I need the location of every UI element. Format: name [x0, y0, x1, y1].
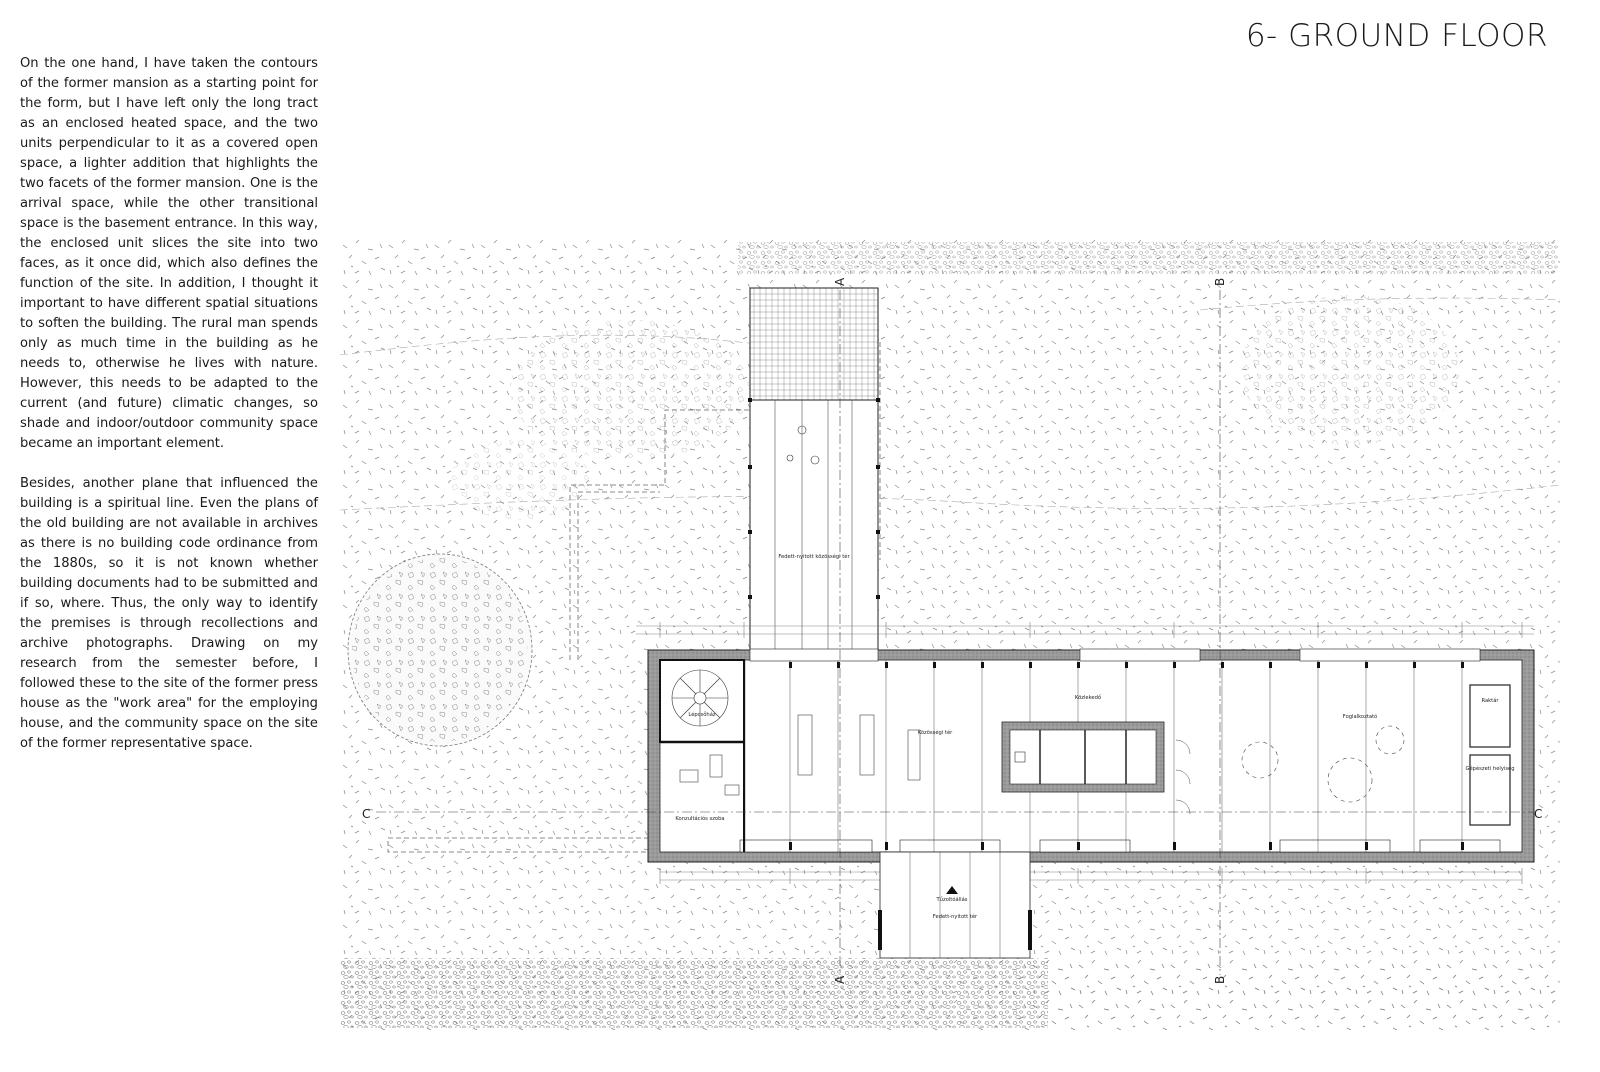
section-marker-a-top: A	[833, 277, 847, 286]
gravel-top-strip	[738, 242, 1558, 274]
south-covered-label: Fedett-nyitott tér	[932, 914, 978, 920]
ground-floor-plan	[340, 240, 1560, 1060]
south-covered-space	[878, 852, 1032, 958]
entrance-label: Tűzoltóállás	[936, 897, 968, 903]
gravel-bottom-strip	[340, 958, 1048, 1028]
mechanical-label: Gépészeti helyiség	[1465, 766, 1515, 772]
section-marker-c-right: C	[1534, 807, 1543, 821]
description-text	[20, 54, 318, 774]
community-room-label: Közösségi tér	[917, 730, 953, 736]
workshop-label: Foglalkoztató	[1342, 714, 1378, 720]
stair-label: Lépcsőház	[688, 712, 716, 718]
page-title: 6- GROUND FLOOR	[1245, 18, 1548, 54]
storage-label: Raktár	[1481, 698, 1499, 704]
section-marker-b-bottom: B	[1213, 975, 1227, 984]
office-label: Konzultációs szoba	[675, 816, 725, 822]
corridor-label: Közlekedő	[1074, 695, 1102, 701]
gravel-right-strip	[1040, 962, 1558, 1028]
description-paragraph-1: On the one hand, I have taken the contours of the former mansion as a starting point for the form, but I have left only the long tract as an enclosed heated space, and the two units perpendicular to it as a covered open space, a lighter addition that highlights the two facets of the former mansion. One is the arrival space, while the other transitional space is the basement entrance. In this way, the enclosed unit slices the site into two faces, as it once did, which also defines the function of the site. In addition, I thought it important to have different spatial situations to soften the building. The rural man spends only as much time in the building as he needs to, otherwise he lives with nature. However, this needs to be adapted to the current (and future) climatic changes, so shade and indoor/outdoor community space became an important element.	[20, 56, 318, 451]
section-marker-c-left: C	[362, 807, 371, 821]
section-marker-a-bottom: A	[833, 975, 847, 984]
description-paragraph-2: Besides, another plane that influenced the building is a spiritual line. Even the plans of the old building are not available in archives as there is no building code ordinance from the 1880s, so it is not known whether building documents had to be submitted and if so, where. Thus, the only way to identify the premises is through recollections and archive photographs. Drawing on my research from the semester before, I followed these to the site of the former press house as the "work area" for the employing house, and the community space on the site of the former representative space.	[20, 476, 318, 751]
north-covered-space	[748, 288, 880, 660]
north-covered-label: Fedett-nyitott közösségi tér	[778, 554, 850, 560]
main-building	[648, 649, 1534, 862]
section-marker-b-top: B	[1213, 277, 1227, 286]
